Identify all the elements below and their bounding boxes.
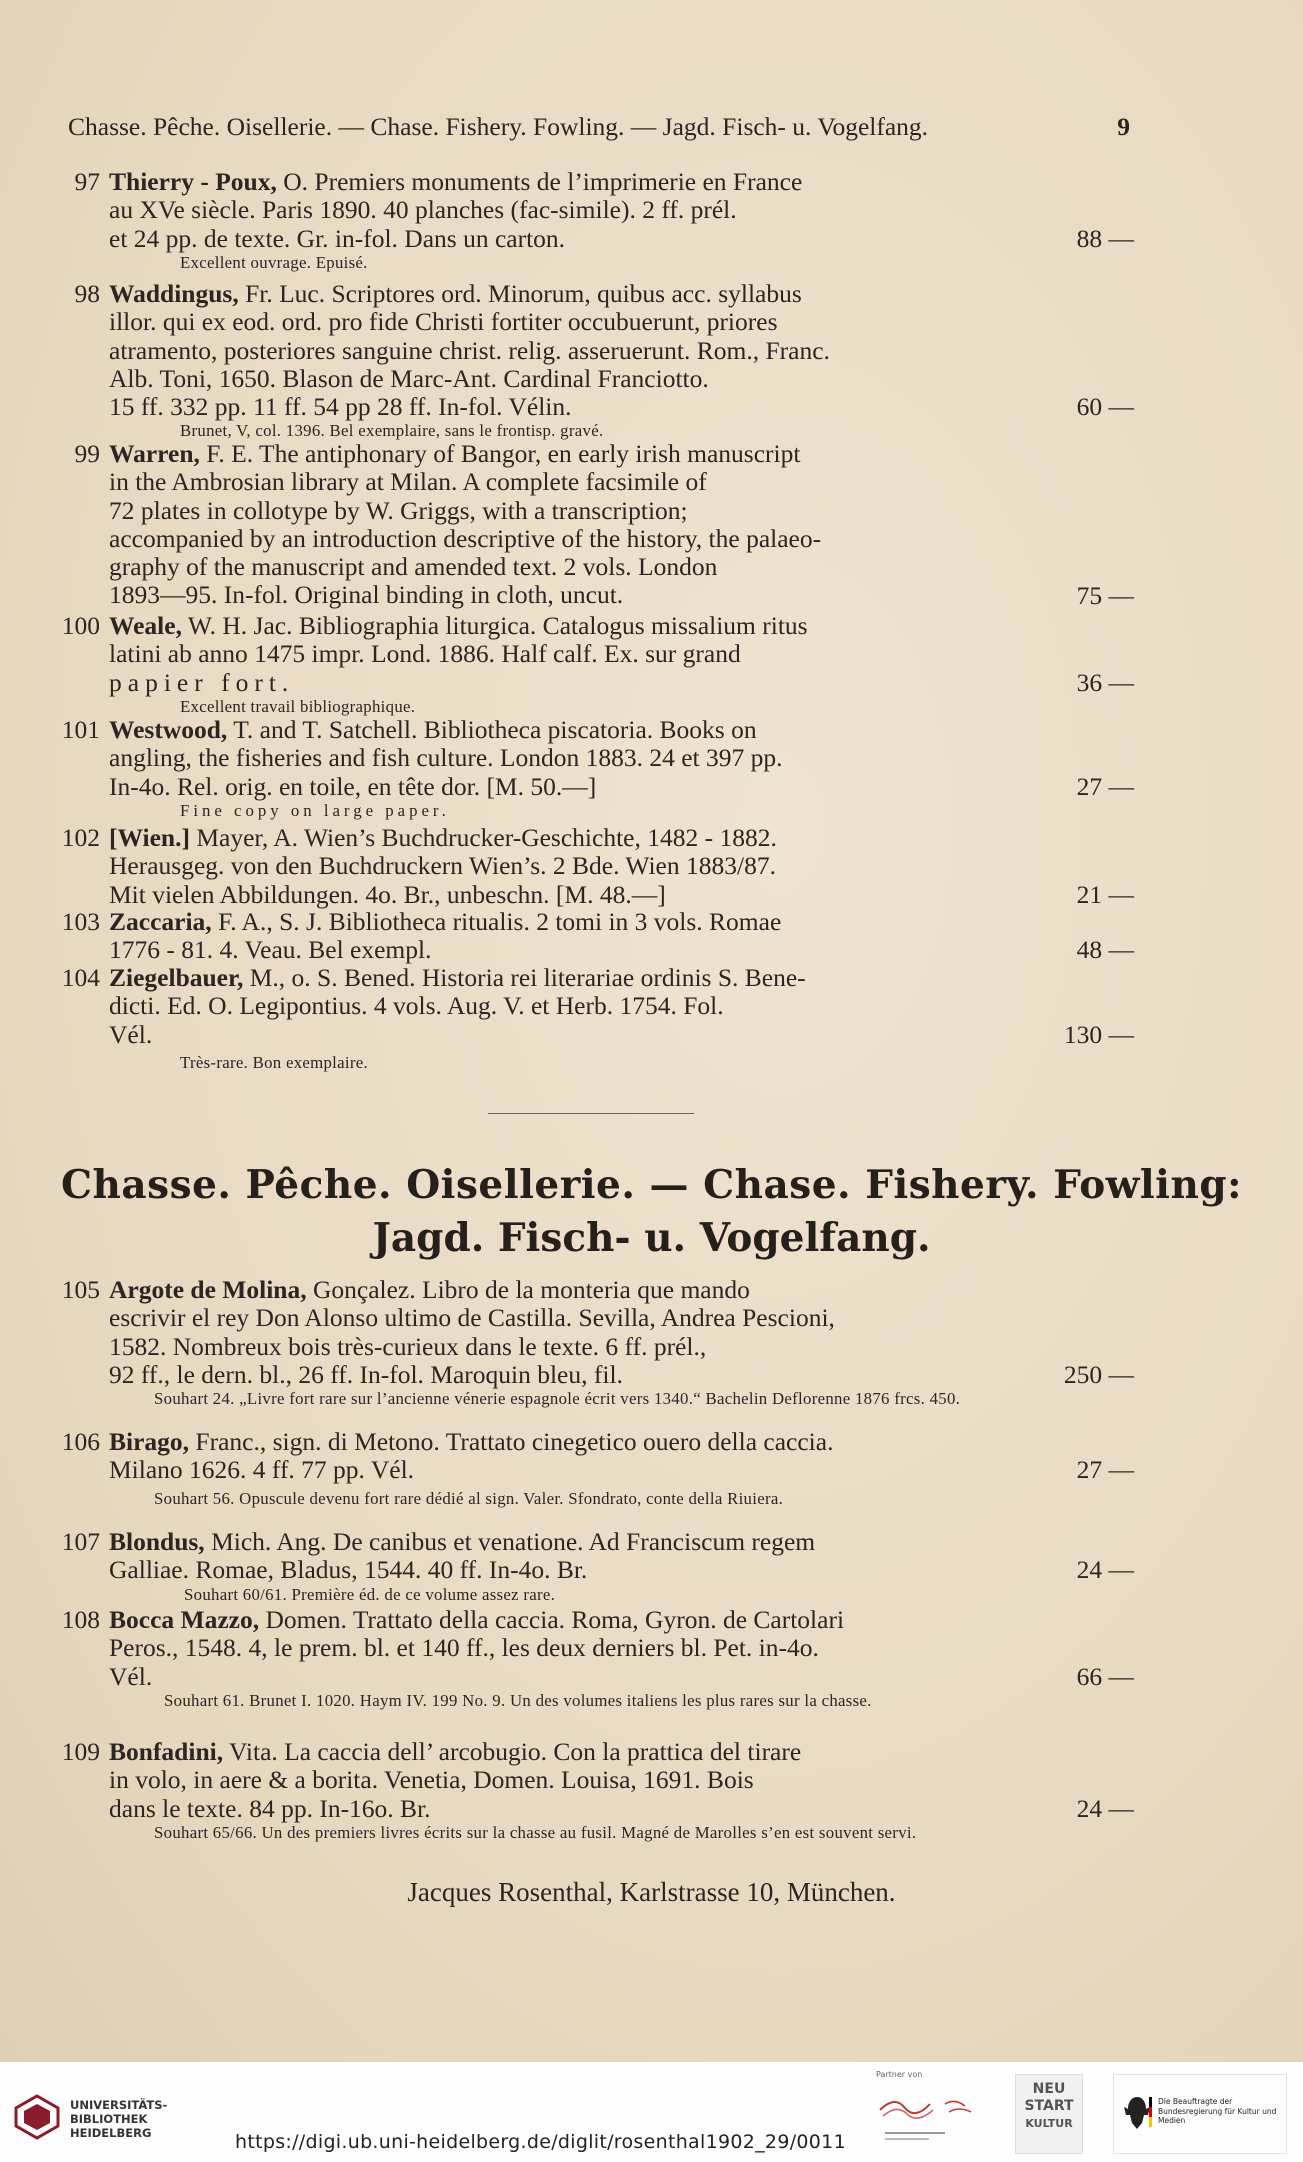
entry-body bbox=[109, 1528, 1079, 1585]
entry-line: Franc., sign. di Metono. Trattato cinegetico ouero della caccia. bbox=[195, 1427, 834, 1456]
entry-line: Galliae. Romae, Bladus, 1544. 40 ff. In-4o. Br. bbox=[109, 1555, 588, 1585]
catalog-entry bbox=[54, 824, 1134, 909]
entry-note: Excellent ouvrage. Epuisé. bbox=[180, 252, 368, 272]
entry-price: 24 — bbox=[1076, 1793, 1134, 1823]
section-divider bbox=[488, 1113, 694, 1114]
entry-line: 72 plates in collotype by W. Griggs, with a transcription; bbox=[109, 495, 688, 525]
entry-author: Ziegelbauer, bbox=[109, 963, 244, 992]
entry-number: 99 bbox=[74, 439, 100, 468]
entry-number: 97 bbox=[74, 167, 100, 196]
entry-line: graphy of the manuscript and amended text. 2 vols. London bbox=[109, 552, 718, 582]
library-logo-icon bbox=[14, 2094, 60, 2140]
entry-number: 108 bbox=[61, 1605, 100, 1634]
entry-price: 75 — bbox=[1076, 580, 1134, 610]
entry-body bbox=[109, 716, 1079, 801]
entry-line: M., o. S. Bened. Historia rei literariae ordinis S. Bene- bbox=[249, 963, 806, 992]
entry-line: Mayer, A. Wien’s Buchdrucker-Geschichte, 1482 - 1882. bbox=[196, 823, 777, 852]
entry-line: Vél. bbox=[109, 1661, 153, 1691]
entry-author: Zaccaria, bbox=[109, 907, 212, 936]
entry-line: atramento, posteriores sanguine christ. relig. asseruerunt. Rom., Franc. bbox=[109, 335, 830, 365]
entry-line: In-4o. Rel. orig. en toile, en tête dor. [M. 50.—] bbox=[109, 771, 597, 801]
entry-line: latini ab anno 1475 impr. Lond. 1886. Half calf. Ex. sur grand bbox=[109, 639, 741, 669]
entry-number: 98 bbox=[74, 279, 100, 308]
entry-line: T. and T. Satchell. Bibliotheca piscatoria. Books on bbox=[233, 715, 757, 744]
entry-author: Bocca Mazzo, bbox=[109, 1605, 260, 1634]
entry-line: papier fort. bbox=[109, 667, 295, 697]
entry-body bbox=[109, 1738, 1079, 1823]
entry-author: Waddingus, bbox=[109, 279, 239, 308]
entry-note: Souhart 61. Brunet I. 1020. Haym IV. 199 No. 9. Un des volumes italiens les plus rares sur la chasse. bbox=[164, 1690, 872, 1710]
entry-line: et 24 pp. de texte. Gr. in-fol. Dans un carton. bbox=[109, 223, 566, 253]
entry-author: Thierry - Poux, bbox=[109, 167, 277, 196]
entry-author: Warren, bbox=[109, 439, 200, 468]
entry-number: 106 bbox=[61, 1427, 100, 1456]
entry-body bbox=[109, 824, 1079, 909]
library-logo-line: BIBLIOTHEK bbox=[70, 2112, 148, 2126]
entry-body bbox=[109, 1276, 1079, 1389]
entry-author: [Wien.] bbox=[109, 823, 190, 852]
catalog-entry bbox=[54, 168, 1134, 273]
entry-line: F. E. The antiphonary of Bangor, en early irish manuscript bbox=[206, 439, 801, 468]
page-url[interactable]: https://digi.ub.uni-heidelberg.de/diglit/rosenthal1902_29/0011 bbox=[235, 2131, 846, 2153]
entry-line: 1893—95. In-fol. Original binding in cloth, uncut. bbox=[109, 580, 624, 610]
entry-note: Souhart 65/66. Un des premiers livres écrits sur la chasse au fusil. Magné de Marolles s’en est souvent servi. bbox=[154, 1822, 917, 1842]
entry-line: accompanied by an introduction descriptive of the history, the palaeo- bbox=[109, 523, 822, 553]
partner-logo-icon[interactable] bbox=[875, 2090, 985, 2150]
entry-line: Peros., 1548. 4, le prem. bl. et 140 ff., les deux derniers bl. Pet. in-4o. bbox=[109, 1633, 819, 1663]
entry-price: 250 — bbox=[1063, 1359, 1134, 1389]
running-head bbox=[68, 112, 1130, 142]
entry-number: 102 bbox=[61, 823, 100, 852]
entry-price: 27 — bbox=[1076, 1455, 1134, 1485]
running-head-text: Chasse. Pêche. Oisellerie. — Chase. Fishery. Fowling. — Jagd. Fisch- u. Vogelfang. bbox=[68, 112, 929, 141]
entry-price: 27 — bbox=[1076, 771, 1134, 801]
catalog-entry bbox=[54, 1276, 1134, 1409]
catalog-entry bbox=[54, 1738, 1134, 1843]
neustart-line: NEU bbox=[1032, 2081, 1066, 2097]
entry-price: 66 — bbox=[1076, 1661, 1134, 1691]
entry-line: Alb. Toni, 1650. Blason de Marc-Ant. Cardinal Franciotto. bbox=[109, 363, 709, 393]
entry-line: 92 ff., le dern. bl., 26 ff. In-fol. Maroquin bleu, fil. bbox=[109, 1359, 623, 1389]
entry-price: 21 — bbox=[1076, 879, 1134, 909]
library-logo-line: UNIVERSITÄTS- bbox=[70, 2098, 168, 2112]
entry-line: Vél. bbox=[109, 1019, 153, 1049]
library-logo-line: HEIDELBERG bbox=[70, 2126, 152, 2140]
federal-government-logo[interactable] bbox=[1113, 2074, 1287, 2154]
entry-note: Fine copy on large paper. bbox=[180, 800, 450, 820]
entry-author: Blondus, bbox=[109, 1527, 205, 1556]
entry-price: 24 — bbox=[1076, 1555, 1134, 1585]
neustart-line: START bbox=[1024, 2098, 1074, 2114]
catalog-entry bbox=[54, 964, 1134, 1073]
catalog-entry bbox=[54, 1606, 1134, 1711]
library-logo-text bbox=[70, 2098, 167, 2140]
entry-line: Mich. Ang. De canibus et venatione. Ad Franciscum regem bbox=[211, 1527, 816, 1556]
entry-body bbox=[109, 440, 1079, 610]
entry-number: 104 bbox=[61, 963, 100, 992]
entry-line: 15 ff. 332 pp. 11 ff. 54 pp 28 ff. In-fol. Vélin. bbox=[109, 392, 572, 422]
entry-author: Bonfadini, bbox=[109, 1737, 224, 1766]
entry-body bbox=[109, 1428, 1079, 1485]
entry-line: au XVe siècle. Paris 1890. 40 planches (fac-simile). 2 ff. prél. bbox=[109, 195, 737, 225]
catalog-entry bbox=[54, 1428, 1134, 1509]
entry-price: 88 — bbox=[1076, 223, 1134, 253]
entry-line: Domen. Trattato della caccia. Roma, Gyron. de Cartolari bbox=[265, 1605, 845, 1634]
entry-line: O. Premiers monuments de l’imprimerie en France bbox=[283, 167, 803, 196]
entry-number: 101 bbox=[61, 715, 100, 744]
entry-line: W. H. Jac. Bibliographia liturgica. Catalogus missalium ritus bbox=[187, 611, 808, 640]
section-subtitle: Jagd. Fisch- u. Vogelfang. bbox=[372, 1215, 931, 1261]
entry-number: 109 bbox=[61, 1737, 100, 1766]
entry-price: 48 — bbox=[1076, 935, 1134, 965]
entry-note: Brunet, V, col. 1396. Bel exemplaire, sans le frontisp. gravé. bbox=[180, 421, 604, 441]
entry-line: dans le texte. 84 pp. In-16o. Br. bbox=[109, 1793, 431, 1823]
eagle-icon bbox=[1122, 2093, 1152, 2133]
entry-line: illor. qui ex eod. ord. pro fide Christi fortiter occubuerunt, priores bbox=[109, 307, 778, 337]
neustart-line: KULTUR bbox=[1025, 2117, 1073, 2130]
entry-note: Souhart 56. Opuscule devenu fort rare dédié al sign. Valer. Sfondrato, conte della Riuiera. bbox=[154, 1488, 784, 1508]
partner-label: Partner von bbox=[876, 2070, 923, 2079]
entry-line: Vita. La caccia dell’ arcobugio. Con la prattica del tirare bbox=[229, 1737, 802, 1766]
entry-author: Birago, bbox=[109, 1427, 190, 1456]
entry-author: Westwood, bbox=[109, 715, 228, 744]
entry-number: 103 bbox=[61, 907, 100, 936]
section-title: Chasse. Pêche. Oisellerie. — Chase. Fishery. Fowling: bbox=[60, 1162, 1243, 1208]
entry-note: Très-rare. Bon exemplaire. bbox=[180, 1052, 368, 1072]
publisher-imprint: Jacques Rosenthal, Karlstrasse 10, München. bbox=[407, 1877, 896, 1907]
entry-line: angling, the fisheries and fish culture. London 1883. 24 et 397 pp. bbox=[109, 743, 783, 773]
entry-body bbox=[109, 612, 1079, 697]
catalog-entry bbox=[54, 716, 1134, 821]
entry-line: Fr. Luc. Scriptores ord. Minorum, quibus acc. syllabus bbox=[245, 279, 802, 308]
entry-body bbox=[109, 908, 1079, 965]
entry-note: Excellent travail bibliographique. bbox=[180, 696, 416, 716]
catalog-entry bbox=[54, 440, 1134, 610]
entry-line: F. A., S. J. Bibliotheca ritualis. 2 tomi in 3 vols. Romae bbox=[218, 907, 782, 936]
catalog-entry bbox=[54, 1528, 1134, 1605]
library-logo[interactable] bbox=[14, 2082, 174, 2142]
catalog-entry bbox=[54, 612, 1134, 717]
entry-body bbox=[109, 1606, 1079, 1691]
entry-price: 60 — bbox=[1076, 392, 1134, 422]
entry-line: Milano 1626. 4 ff. 77 pp. Vél. bbox=[109, 1455, 415, 1485]
entry-line: escrivir el rey Don Alonso ultimo de Castilla. Sevilla, Andrea Pescioni, bbox=[109, 1303, 835, 1333]
entry-author: Argote de Molina, bbox=[109, 1275, 307, 1304]
entry-line: Gonçalez. Libro de la monteria que mando bbox=[312, 1275, 750, 1304]
entry-author: Weale, bbox=[109, 611, 182, 640]
entry-line: in volo, in aere & a borita. Venetia, Domen. Louisa, 1691. Bois bbox=[109, 1765, 754, 1795]
entry-line: Mit vielen Abbildungen. 4o. Br., unbeschn. [M. 48.—] bbox=[109, 879, 666, 909]
entry-line: Herausgeg. von den Buchdruckern Wien’s. 2 Bde. Wien 1883/87. bbox=[109, 851, 776, 881]
entry-number: 105 bbox=[61, 1275, 100, 1304]
entry-line: dicti. Ed. O. Legipontius. 4 vols. Aug. V. et Herb. 1754. Fol. bbox=[109, 991, 724, 1021]
entry-line: in the Ambrosian library at Milan. A complete facsimile of bbox=[109, 467, 707, 497]
entry-number: 107 bbox=[61, 1527, 100, 1556]
page-number: 9 bbox=[1117, 112, 1130, 141]
entry-price: 36 — bbox=[1076, 667, 1134, 697]
entry-note: Souhart 24. „Livre fort rare sur l’ancienne vénerie espagnole écrit vers 1340.“ Bachelin Deflorenne 1876 frcs. 450. bbox=[154, 1389, 961, 1409]
federal-government-text: Die Beauftragte der Bundesregierung für Kultur und Medien bbox=[1158, 2097, 1277, 2125]
entry-line: 1776 - 81. 4. Veau. Bel exempl. bbox=[109, 935, 432, 965]
entry-body bbox=[109, 964, 1079, 1049]
entry-body bbox=[109, 280, 1079, 421]
entry-number: 100 bbox=[61, 611, 100, 640]
entry-line: 1582. Nombreux bois très-curieux dans le texte. 6 ff. prél., bbox=[109, 1331, 707, 1361]
entry-body bbox=[109, 168, 1079, 253]
entry-note: Souhart 60/61. Première éd. de ce volume assez rare. bbox=[184, 1584, 556, 1604]
catalog-entry bbox=[54, 280, 1134, 441]
neustart-kultur-logo[interactable] bbox=[1015, 2074, 1083, 2154]
entry-price: 130 — bbox=[1063, 1019, 1134, 1049]
catalog-entry bbox=[54, 908, 1134, 965]
